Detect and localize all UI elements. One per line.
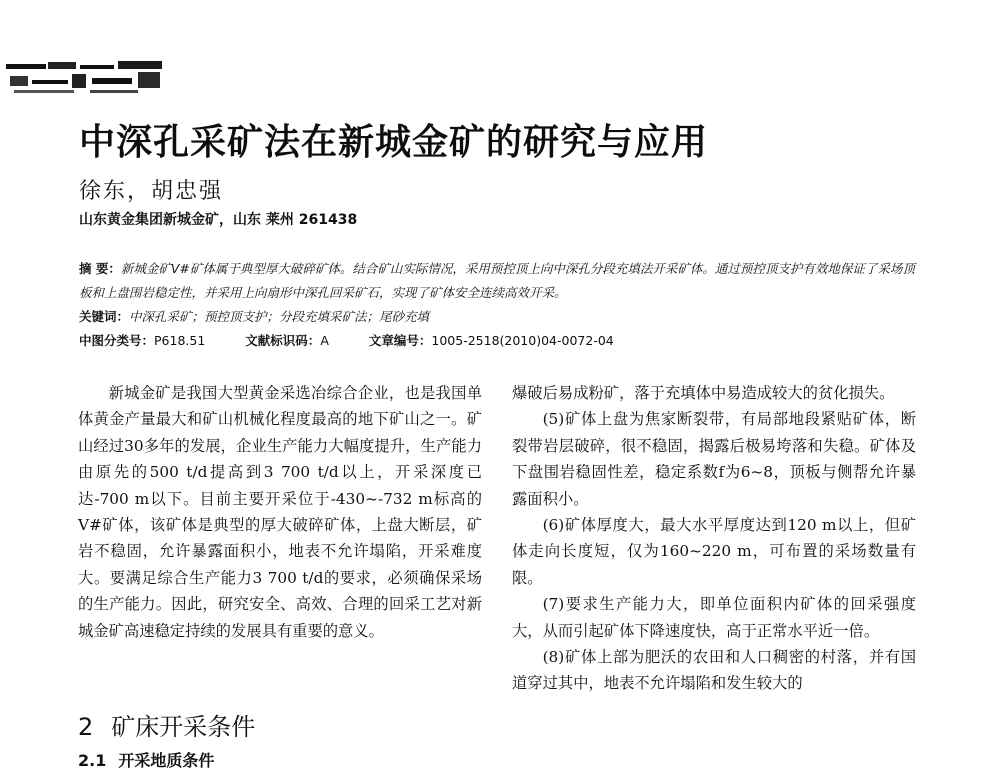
author-affiliation: 山东黄金集团新城金矿，山东 莱州 261438 xyxy=(79,212,358,228)
article-number-value: 1005-2518(2010)04-0072-04 xyxy=(431,333,614,348)
body-paragraph: 新城金矿是我国大型黄金采选冶综合企业，也是我国单体黄金产量最大和矿山机械化程度最高的地下矿山之一。矿山经过30多年的发展，企业生产能力大幅度提升，生产能力由原先的500 t/d提高到3 700 t/d以上，开采深度已达-700 m以下。目前主要开采位于-430~-732 m标高的V#矿体，该矿体是典型的厚大破碎矿体，上盘大断层，矿岩不稳固，允许暴露面积小，地表不允许塌陷，开采难度大。要满足综合生产能力3 700 t/d的要求，必须确保采场的生产能力。因此，研究安全、高效、合理的回采工艺对新城金矿高速稳定持续的发展具有重要的意义。 xyxy=(78,384,482,640)
doc-code-value: A xyxy=(320,333,329,348)
section-heading xyxy=(78,707,255,742)
section-title: 矿床开采条件 xyxy=(111,713,256,741)
clc-value: P618.51 xyxy=(154,333,206,348)
classification-line xyxy=(79,329,919,353)
section-number: 2 xyxy=(78,713,94,741)
keywords-label: 关键词： xyxy=(79,309,130,324)
body-paragraph: (5)矿体上盘为焦家断裂带，有局部地段紧贴矿体，断裂带岩层破碎，很不稳固，揭露后极易垮落和失稳。矿体及下盘围岩稳固性差，稳定系数f为6~8，顶板与侧帮允许暴露面积小。 xyxy=(512,410,916,508)
body-paragraph: (7)要求生产能力大，即单位面积内矿体的回采强度大，从而引起矿体下降速度快，高于正常水平近一倍。 xyxy=(512,595,916,640)
subsection-number: 2.1 xyxy=(78,751,107,770)
article-number-label: 文章编号： xyxy=(368,333,432,348)
journal-logo-graphic xyxy=(2,56,174,102)
keywords xyxy=(79,305,919,329)
body-right-column xyxy=(512,380,916,697)
abstract xyxy=(79,257,919,305)
journal-logo-fragment xyxy=(2,56,174,102)
paper-authors: 徐东，胡忠强 xyxy=(79,179,224,204)
abstract-text: 新城金矿V#矿体属于典型厚大破碎矿体。结合矿山实际情况，采用预控顶上向中深孔分段充填法开采矿体。通过预控顶支护有效地保证了采场顶板和上盘围岩稳定性，并采用上向扇形中深孔回采矿石，实现了矿体安全连续高效开采。 xyxy=(79,261,915,300)
body-left-column xyxy=(78,380,482,644)
doc-code-label: 文献标识码： xyxy=(245,333,321,348)
abstract-label: 摘 要： xyxy=(79,261,121,276)
clc-label: 中图分类号： xyxy=(79,333,155,348)
subsection-title: 开采地质条件 xyxy=(118,751,215,770)
paper-title: 中深孔采矿法在新城金矿的研究与应用 xyxy=(79,122,709,163)
keywords-text: 中深孔采矿；预控顶支护；分段充填采矿法；尾砂充填 xyxy=(129,309,430,324)
body-paragraph: (8)矿体上部为肥沃的农田和人口稠密的村落，并有国道穿过其中，地表不允许塌陷和发生较大的 xyxy=(512,648,916,693)
body-paragraph: (6)矿体厚度大，最大水平厚度达到120 m以上，但矿体走向长度短，仅为160~220 m，可布置的采场数量有限。 xyxy=(512,516,916,587)
body-paragraph: 爆破后易成粉矿，落于充填体中易造成较大的贫化损失。 xyxy=(512,384,895,402)
